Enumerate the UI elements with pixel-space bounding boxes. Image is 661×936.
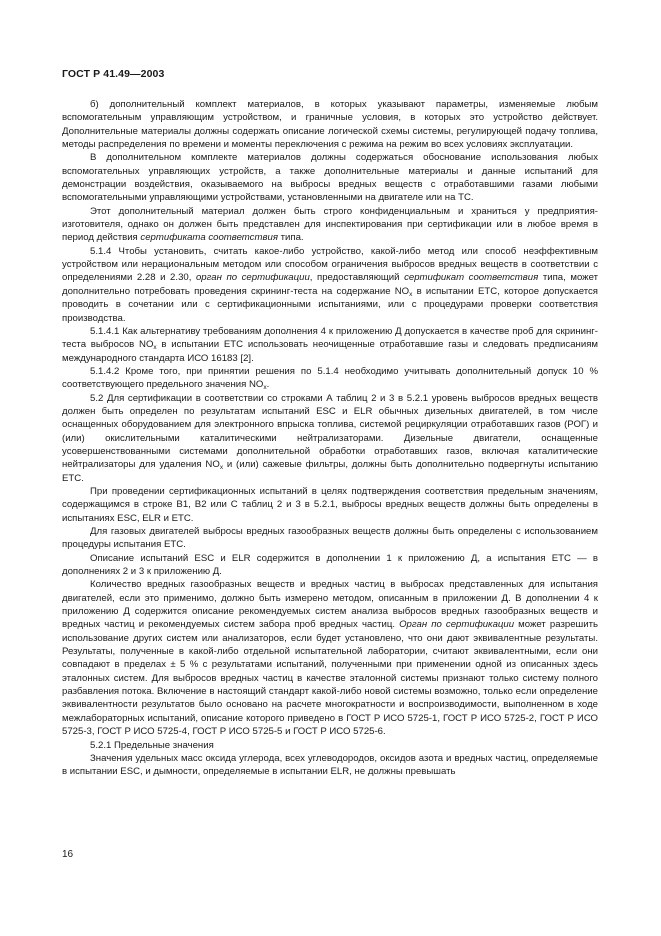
paragraph: 5.1.4.1 Как альтернативу требованиям дополнения 4 к приложению Д допускается в качестве проб для скрининг-теста выбросов $NO_x$ в испытании ETC использовать неочищенные отработавшие газы и следовать предписаниям международного стандарта ИСО 16183 [2]. — [62, 325, 598, 364]
paragraph: При проведении сертификационных испытаний в целях подтверждения соответствия предельным значениям, содержащимся в строке В1, В2 или С таблиц 2 и 3 в 5.2.1, выбросы вредных веществ должны быть определены в испытаниях ESC, ELR и ETC. — [62, 485, 598, 524]
document-header: ГОСТ Р 41.49—2003 — [62, 68, 165, 80]
paragraph: Для газовых двигателей выбросы вредных газообразных веществ должны быть определены с использованием процедуры испытания ETC. — [62, 526, 598, 551]
paragraph: Этот дополнительный материал должен быть строго конфиденциальным и храниться у предприятия-изготовителя, однако он должен быть представлен для инспектирования при сертификации или в любое время в период действия сертификата соответствия типа. — [62, 205, 598, 244]
paragraph: 5.1.4.2 Кроме того, при принятии решения по 5.1.4 необходимо учитывать дополнительный допуск 10 % соответствующего предельного значения $NO_x$. — [62, 365, 598, 392]
paragraph: Значения удельных масс оксида углерода, всех углеводородов, оксидов азота и вредных частиц, определяемые в испытании ESC, и дымности, определяемые в испытании ELR, не должны превышать — [62, 752, 598, 778]
paragraph: Количество вредных газообразных веществ и вредных частиц в выбросах представленных для испытания двигателей, если это применимо, должно быть измерено методом, описанным в приложении Д. В дополнении 4 к приложению Д содержится описание рекомендуемых систем анализа выбросов вредных газообразных веществ и вредных частиц и рекомендуемых систем забора проб вредных частиц. Орган по сертификации может разрешить использование других систем или анализаторов, если будет установлено, что они дают эквивалентные результаты. Результаты, полученные в какой-либо отдельной испытательной лаборатории, считают эквивалентными, если они совпадают в пределах ± 5 % с результатами испытаний, полученными при применении одной из описанных здесь эталонных систем. Для выбросов вредных частиц в качестве эталонной системы признают только систему полного разбавления потока. Включение в настоящий стандарт какой-либо новой системы возможно, только если определение эквивалентности результатов было основано на расчете многократности и воспроизводимости, выполненном в ходе межлабораторных испытаний, описание которого приведено в ГОСТ Р ИСО 5725-1, ГОСТ Р ИСО 5725-2, ГОСТ Р ИСО 5725-3, ГОСТ Р ИСО 5725-4, ГОСТ Р ИСО 5725-5 и ГОСТ Р ИСО 5725-6. — [62, 579, 598, 738]
section-heading: 5.2.1 Предельные значения — [90, 739, 214, 751]
paragraph: 5.2 Для сертификации в соответствии со строками А таблиц 2 и 3 в 5.2.1 уровень выбросов вредных веществ должен быть определен по результатам испытаний ESC и ELR обычных дизельных двигателей, в том числе оснащенных оборудованием для электронного впрыска топлива, системой рециркуляции отработавших газов (РОГ) и (или) окислительными каталитическими нейтрализаторами. Дизельные двигатели, оснащенные усовершенствованными системами дополнительной обработки отработавших газов, включая каталитические нейтрализаторы для удаления $NO_x$ и (или) сажевые фильтры, должны быть дополнительно подвергнуты испытанию ETC. — [62, 392, 598, 484]
paragraph: 5.1.4 Чтобы установить, считать какое-либо устройство, какой-либо метод или способ неэффективным устройством или нерациональным методом или способом ограничения выбросов вредных веществ в соответствии с определениями 2.28 и 2.30, орган по сертификации, предоставляющий сертификат соответствия типа, может дополнительно потребовать проведения скрининг-теста на содержание $NO_x$ в испытании ETC, которое допускается проводить в сочетании или с сертификационными испытаниями, или с процедурами проверки соответствия производства. — [62, 245, 599, 324]
paragraph: В дополнительном комплекте материалов должны содержаться обоснование использования любых вспомогательных управляющих устройств, а также дополнительные материалы и данные испытаний для демонстрации воздействия, оказываемого на выбросы вредных веществ с отработавшими газами любыми вспомогательными управляющими устройствами, установленными на двигателе или на ТС. — [62, 152, 598, 204]
page-number: 16 — [62, 849, 74, 860]
paragraph: Описание испытаний ESC и ELR содержится в дополнении 1 к приложению Д, а испытания ETC — в дополнениях 2 и 3 к приложению Д. — [62, 552, 598, 578]
document-body — [62, 98, 598, 779]
paragraph: б) дополнительный комплект материалов, в которых указывают параметры, изменяемые любым вспомогательным управляющим устройством, и граничные условия, в которых это устройство действует. Дополнительные материалы должны содержать описание логической схемы системы, регулирующей подачу топлива, методы распределения по времени и моменты переключения с режима на режим во всех условиях эксплуатации. — [62, 99, 598, 151]
